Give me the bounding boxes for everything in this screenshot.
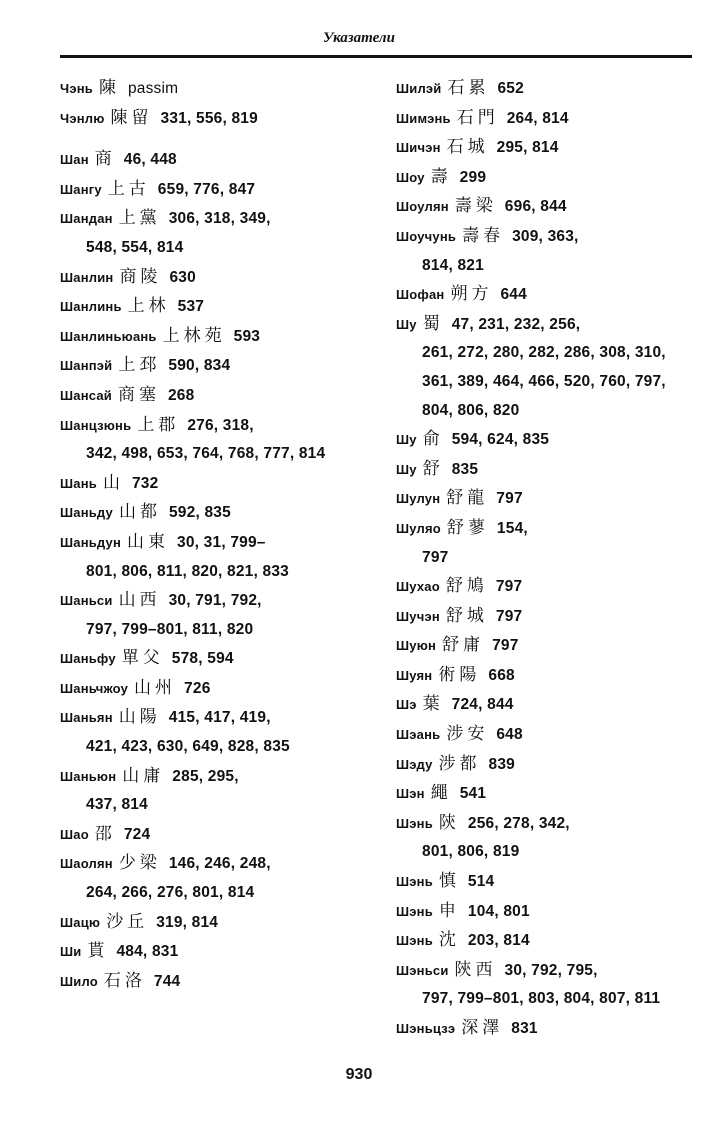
entry-term: Шаолян: [60, 856, 113, 872]
entry-hanzi: 深澤: [461, 1018, 504, 1038]
entry-pages: 30, 792, 795,: [504, 961, 598, 979]
entry-term: Шучэн: [396, 608, 440, 624]
entry-term: Шилэй: [396, 81, 442, 96]
entry-term: Шэань: [396, 727, 441, 743]
index-entry: [60, 469, 360, 499]
entry-pages-continued: 797, 799–801, 803, 804, 807, 811: [422, 990, 661, 1008]
entry-pages-continued: 814, 821: [422, 256, 484, 274]
index-entry: [396, 104, 696, 134]
entry-hanzi: 沙丘: [106, 911, 149, 932]
entry-term: Шуюн: [396, 638, 437, 654]
entry-term: Шуян: [396, 667, 433, 683]
entry-hanzi: 俞: [422, 429, 444, 450]
entry-pages: 30, 791, 792,: [168, 592, 262, 610]
index-entry: [60, 674, 360, 704]
entry-hanzi: 貰: [87, 941, 109, 962]
index-entry: [60, 937, 360, 967]
entry-pages: 630: [169, 268, 196, 286]
entry-hanzi: 壽: [430, 166, 452, 187]
entry-hanzi: 涉安: [446, 724, 489, 745]
entry-pages-continued: 261, 272, 280, 282, 286, 308, 310, 361, 389, 464, 466, 520, 760, 797, 804, 806, 820: [422, 344, 666, 419]
entry-term: Шань: [60, 475, 97, 491]
index-entry: [60, 292, 360, 322]
index-entry: [396, 690, 696, 720]
entry-pages: 797: [495, 607, 523, 625]
entry-pages: 724: [123, 825, 151, 843]
entry-pages-continued: 421, 423, 630, 649, 828, 835: [86, 738, 290, 756]
entry-hanzi: 山陽: [118, 707, 161, 728]
index-entry: [60, 644, 360, 674]
index-entry: [60, 411, 360, 469]
entry-term: Чэнлю: [60, 110, 105, 126]
index-entry: [396, 74, 696, 104]
index-entry: [396, 455, 696, 485]
entry-term: Шоучунь: [396, 228, 457, 244]
entry-hanzi: 舒龍: [446, 488, 489, 509]
entry-pages: 797: [495, 578, 523, 596]
entry-pages-continued: 801, 806, 819: [422, 843, 520, 861]
entry-pages: 203, 814: [467, 932, 530, 950]
entry-hanzi: 商陵: [119, 266, 162, 287]
entry-term: Шимэнь: [396, 110, 451, 126]
entry-term: Шансай: [60, 387, 112, 403]
entry-pages-continued: 264, 266, 276, 801, 814: [86, 884, 255, 902]
index-entry: [396, 280, 696, 310]
entry-term: Шило: [60, 973, 98, 989]
entry-pages-continued: 437, 814: [86, 796, 148, 814]
entry-term: Шоулян: [396, 199, 449, 215]
entry-term: Шао: [60, 826, 89, 842]
index-entry: [396, 956, 696, 1014]
entry-hanzi: 陝西: [454, 959, 497, 980]
entry-hanzi: 慎: [438, 871, 460, 892]
entry-term: Шаньфу: [60, 651, 116, 667]
index-entry: [396, 779, 696, 809]
entry-pages-continued: 801, 806, 811, 820, 821, 833: [86, 562, 289, 580]
entry-pages-continued: 342, 498, 653, 764, 768, 777, 814: [86, 445, 326, 463]
entry-pages: 154,: [496, 519, 528, 537]
entry-hanzi: 陳: [98, 78, 120, 98]
entry-pages: 537: [177, 298, 205, 316]
entry-pages: 590, 834: [168, 357, 231, 375]
entry-hanzi: 壽春: [462, 225, 505, 246]
entry-pages: 696, 844: [504, 198, 567, 216]
entry-hanzi: 繩: [430, 783, 452, 804]
entry-term: Шанлиньюань: [60, 328, 157, 344]
entry-hanzi: 山都: [118, 502, 161, 523]
index-entry: [396, 720, 696, 750]
entry-hanzi: 邵: [94, 823, 116, 844]
index-entry: [396, 572, 696, 602]
entry-hanzi: 術陽: [438, 664, 481, 685]
entry-term: Шаньду: [60, 505, 113, 521]
entry-hanzi: 陝: [438, 812, 460, 833]
entry-hanzi: 山: [102, 472, 124, 493]
entry-pages: 797: [496, 490, 523, 508]
entry-term: Шэньси: [396, 962, 449, 978]
entry-hanzi: 上郡: [137, 414, 180, 435]
entry-pages: 285, 295,: [172, 767, 239, 785]
index-entry: [396, 310, 696, 425]
index-entry: [396, 926, 696, 956]
index-entry: [396, 425, 696, 455]
entry-pages: 541: [459, 785, 487, 803]
index-entry: [60, 263, 360, 293]
entry-pages: passim: [127, 80, 179, 97]
index-entry: [60, 175, 360, 205]
entry-pages: 264, 814: [506, 109, 569, 127]
entry-pages: 306, 318, 349,: [168, 210, 271, 228]
entry-pages-continued: 548, 554, 814: [86, 238, 184, 256]
index-entry: [60, 351, 360, 381]
entry-hanzi: 舒蓼: [446, 517, 489, 538]
entry-term: Шэнь: [396, 933, 433, 949]
entry-hanzi: 石洛: [103, 970, 146, 991]
entry-pages: 594, 624, 835: [451, 431, 550, 449]
index-entry: [60, 498, 360, 528]
entry-hanzi: 上林苑: [162, 325, 226, 346]
entry-hanzi: 上邳: [118, 355, 161, 376]
entry-term: Шанлин: [60, 269, 114, 285]
index-entry: [60, 967, 360, 997]
entry-pages: 268: [167, 386, 195, 404]
entry-hanzi: 山東: [127, 531, 170, 552]
entry-hanzi: 石累: [447, 78, 490, 98]
index-entry: [60, 322, 360, 352]
entry-hanzi: 上黨: [118, 208, 161, 229]
entry-pages: 331, 556, 819: [160, 109, 258, 127]
entry-hanzi: 舒城: [445, 605, 488, 626]
index-entry: [60, 820, 360, 850]
index-entry: [396, 750, 696, 780]
entry-term: Шан: [60, 152, 89, 168]
entry-pages: 644: [500, 286, 527, 304]
entry-hanzi: 上林: [127, 296, 170, 317]
entry-term: Шоу: [396, 169, 425, 185]
entry-term: Шангу: [60, 181, 102, 197]
entry-pages: 484, 831: [116, 943, 179, 961]
right-column: [396, 74, 696, 1044]
entry-pages: 592, 835: [168, 504, 231, 522]
entry-hanzi: 朔方: [450, 284, 493, 305]
entry-term: Шандан: [60, 211, 113, 227]
index-entry: [60, 204, 360, 262]
entry-pages: 797: [492, 637, 519, 655]
entry-hanzi: 山庸: [122, 765, 165, 786]
index-entry: [396, 867, 696, 897]
entry-term: Шухао: [396, 579, 440, 595]
entry-term: Шэ: [396, 697, 417, 713]
index-entry: [396, 222, 696, 280]
entry-hanzi: 少梁: [118, 853, 161, 874]
index-entry: [396, 631, 696, 661]
entry-hanzi: 商塞: [117, 384, 160, 405]
entry-pages: 726: [184, 679, 211, 697]
entry-term: Шэду: [396, 756, 433, 772]
entry-pages: 652: [497, 80, 524, 97]
entry-hanzi: 舒鳩: [445, 576, 488, 597]
index-entry: [60, 145, 360, 175]
entry-hanzi: 舒: [422, 458, 444, 479]
entry-pages: 593: [233, 327, 261, 345]
entry-hanzi: 山西: [118, 590, 161, 611]
entry-term: Шу: [396, 461, 417, 477]
entry-pages: 46, 448: [123, 151, 177, 169]
entry-hanzi: 蜀: [422, 313, 444, 334]
entry-pages: 104, 801: [467, 902, 530, 920]
entry-term: Шаньчжоу: [60, 680, 129, 696]
entry-pages: 47, 231, 232, 256,: [451, 315, 581, 333]
entry-pages: 668: [488, 666, 515, 684]
index-entry: [396, 133, 696, 163]
entry-pages-continued: 797, 799–801, 811, 820: [86, 620, 254, 638]
entry-term: Шанцзюнь: [60, 417, 132, 433]
index-entry: [396, 192, 696, 222]
entry-pages: 659, 776, 847: [157, 180, 256, 198]
entry-term: Шулун: [396, 491, 441, 507]
entry-hanzi: 商: [94, 149, 116, 170]
entry-pages: 256, 278, 342,: [467, 814, 570, 832]
entry-pages-continued: 797: [422, 548, 449, 566]
index-entry: [60, 74, 360, 104]
entry-term: Шаньян: [60, 710, 113, 726]
entry-hanzi: 舒庸: [442, 635, 485, 656]
entry-term: Шэнь: [396, 815, 433, 831]
index-entry: [396, 484, 696, 514]
entry-term: Шичэн: [396, 140, 441, 156]
index-entry: [60, 908, 360, 938]
entry-hanzi: 石城: [446, 137, 489, 158]
index-entry: [60, 381, 360, 411]
entry-hanzi: 陳留: [110, 107, 153, 128]
entry-pages: 839: [488, 755, 515, 773]
header-rule: [60, 55, 692, 58]
entry-hanzi: 涉都: [438, 753, 481, 774]
entry-hanzi: 上古: [107, 178, 150, 199]
entry-hanzi: 申: [438, 900, 460, 921]
entry-pages: 744: [153, 972, 181, 990]
entry-pages: 309, 363,: [512, 227, 579, 245]
index-entry: [396, 163, 696, 193]
entry-term: Чэнь: [60, 81, 93, 96]
entry-term: Шанпэй: [60, 358, 113, 374]
entry-hanzi: 石門: [456, 107, 499, 128]
index-entry: [60, 703, 360, 761]
index-entry: [396, 514, 696, 572]
entry-hanzi: 單父: [121, 648, 164, 669]
index-entry: [396, 897, 696, 927]
left-column: [60, 74, 360, 996]
entry-term: Шаньси: [60, 593, 113, 609]
index-entry: [396, 1014, 696, 1044]
entry-hanzi: 沈: [438, 930, 460, 951]
entry-pages: 30, 31, 799–: [177, 533, 266, 551]
running-header: Указатели: [323, 30, 395, 46]
entry-term: Шэньцзэ: [396, 1021, 456, 1036]
entry-term: Шэнь: [396, 903, 433, 919]
entry-term: Шу: [396, 316, 417, 332]
entry-pages: 299: [459, 168, 487, 186]
entry-term: Шофан: [396, 287, 445, 303]
index-entry: [60, 528, 360, 586]
entry-term: Шацю: [60, 914, 101, 930]
entry-term: Шаньдун: [60, 534, 122, 550]
entry-pages: 724, 844: [451, 696, 514, 714]
entry-pages: 831: [511, 1020, 538, 1037]
entry-pages: 732: [131, 474, 159, 492]
page-number: 930: [345, 1066, 373, 1083]
index-entry: [60, 849, 360, 907]
index-entry: [396, 809, 696, 867]
entry-pages: 578, 594: [171, 650, 234, 668]
entry-hanzi: 山州: [134, 677, 177, 698]
entry-term: Шуляо: [396, 520, 441, 536]
entry-term: Шэнь: [396, 874, 433, 890]
index-entry: [396, 661, 696, 691]
entry-pages: 648: [496, 726, 523, 744]
index-entry: [396, 602, 696, 632]
entry-pages: 835: [451, 460, 479, 478]
entry-term: Ши: [60, 944, 82, 960]
entry-hanzi: 葉: [422, 694, 444, 715]
entry-pages: 276, 318,: [187, 416, 254, 434]
entry-pages: 415, 417, 419,: [168, 709, 271, 727]
index-entry: [60, 104, 360, 134]
entry-term: Шанлинь: [60, 299, 122, 315]
entry-term: Шу: [396, 432, 417, 448]
index-entry: [60, 586, 360, 644]
entry-term: Шэн: [396, 786, 425, 802]
entry-hanzi: 壽梁: [454, 196, 497, 217]
entry-pages: 146, 246, 248,: [168, 855, 271, 873]
entry-pages: 319, 814: [156, 913, 219, 931]
index-entry: [60, 762, 360, 820]
entry-pages: 295, 814: [496, 139, 559, 157]
entry-pages: 514: [467, 873, 495, 891]
entry-term: Шаньюн: [60, 768, 117, 784]
